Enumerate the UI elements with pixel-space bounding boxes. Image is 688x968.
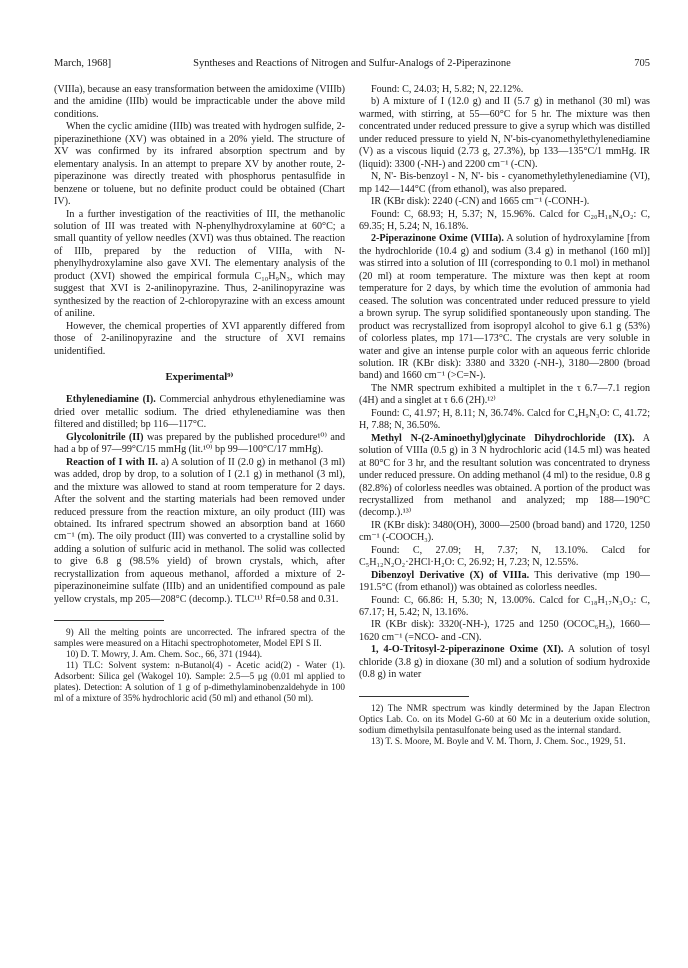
paragraph-body: Commercial anhydrous ethylenediamine was dried over metallic sodium. The dried ethylenediamine was then filtered and distilled; bp 116—117°C. [54, 394, 345, 431]
footnote: 11) TLC: Solvent system: n-Butanol(4) - Acetic acid(2) - Water (1). Adsorbent: Silica gel (Wakogel 10). Sample: 2.5—5 μg (0.01 ml applied to plates). Detection: A solution of 1 g of p-dimethylaminobenzaldehyde in 100 ml of a mixture of 35% hydrochloric acid (50 ml) and ethanol (50 ml). [54, 660, 345, 704]
paragraph-body: A solution of hydroxylamine [from the hydrochloride (10.4 g) and sodium (3.4 g) in methanol (160 ml)] was stirred into a solution of III (corresponding to 0.1 mol) in methanol (20 ml) at room temperature. The mixture was then kept at room temperature for 2 days, by which time the evolution of ammonia had ceased. The solution was concentrated under reduced pressure to yield a brown syrup. The syrup solidified spontaneously upon standing. The product was recrystallized from isopropyl alcohol to give 6.1 g (53%) of colorless plates, mp 171—173°C. The crystals are very soluble in water and give an intense purple color with an aqueous ferric chloride solution. IR (KBr disk): 3380 and 3320 (-NH-), 3180—2800 (broad band) and 1660 cm⁻¹ (>C=N-). [359, 233, 650, 382]
right-column [359, 84, 650, 948]
paragraph: In a further investigation of the reactivities of III, the methanolic solution of III was treated with N-phenylhydroxylamine at 60°C; a small quantity of yellow needles (XVI) was thus obtained. The reaction of IIIb, prepared by the reduction of VIIIa, with N-phenylhydroxylamine also gave XVI. The elementary analysis of the product (XVI) showed the empirical formula C₁₀H₉N₃, which may suggest that XVI is 2-anilinopyrazine. Thus, 2-anilinopyrazine was synthesized by the reaction of 2-chloropyrazine with an excess amount of aniline. [54, 208, 345, 320]
paragraph [359, 233, 650, 382]
paragraph [359, 570, 650, 595]
paragraph [54, 432, 345, 457]
section-heading-experimental: Experimental⁹⁾ [165, 371, 234, 383]
body-columns [54, 84, 650, 948]
paragraph [359, 433, 650, 520]
paragraph: Found: C, 68.93; H, 5.37; N, 15.96%. Calcd for C₂₀H₁₈N₄O₂: C, 69.35; H, 5.24; N, 16.18%. [359, 208, 650, 232]
paragraph: N, N'- Bis-benzoyl - N, N'- bis - cyanomethylethylenediamine (VI), mp 142—144°C (from ethanol), was also prepared. [359, 171, 650, 195]
runin-heading: Ethylenediamine (I). [66, 394, 156, 406]
footnote-rule [359, 696, 469, 697]
footnote-rule [54, 620, 164, 621]
runin-heading: Reaction of I with II. [66, 456, 158, 468]
footnote: 12) The NMR spectrum was kindly determined by the Japan Electron Optics Lab. Co. on its Model G-60 at 60 Mc in a deuterium oxide solution, sodium dimethylsila pentasulfonate being used as the internal standard. [359, 702, 650, 735]
left-column [54, 84, 345, 948]
paragraph: Found: C, 24.03; H, 5.82; N, 22.12%. [371, 84, 524, 95]
paragraph: (VIIIa), because an easy transformation between the amidoxime (VIIIb) and the amidine (IIIb) would be impracticable under the above mild conditions. [54, 84, 345, 120]
footnote: 13) T. S. Moore, M. Boyle and V. M. Thorn, J. Chem. Soc., 1929, 51. [371, 735, 626, 746]
runin-heading: Glycolonitrile (II) [66, 431, 144, 443]
paragraph: b) A mixture of I (12.0 g) and II (5.7 g) in methanol (30 ml) was warmed, with stirring, at 55—60°C for 5 hr. The mixture was then concentrated under reduced pressure to give a syrup which was distilled under reduced pressure to yield N, N'-bis-cyanomethylethylenediamine (V) as a viscous liquid (2.73 g, 27.3%), bp 133—135°C/1 mmHg. IR (liquid): 3300 (-NH-) and 2200 cm⁻¹ (-CN). [359, 96, 650, 170]
paragraph-body: This derivative (mp 190—191.5°C (from ethanol)) was obtained as colorless needles. [359, 569, 650, 594]
page-number: 705 [634, 58, 650, 69]
footnote: 10) D. T. Mowry, J. Am. Chem. Soc., 66, 371 (1944). [66, 649, 263, 660]
paragraph-body: A solution of VIIIa (0.5 g) in 3 N hydrochloric acid (14.5 ml) was heated at 80°C for 3 hr, and the resultant solution was concentrated to dryness under reduced pressure. On adding methanol (4 ml) to the residue, 0.8 g (82.8%) of colorless needles was obtained. A portion of the product was recrystallized from methanol and analyzed; mp 188—190°C (decomp.).¹³⁾ [359, 432, 650, 519]
paragraph: Found: C, 66.86: H, 5.30; N, 13.00%. Calcd for C₁₈H₁₇N₃O₃: C, 67.17; H, 5.42; N, 13.16%. [359, 594, 650, 619]
runin-heading: 1, 4-O-Tritosyl-2-piperazinone Oxime (XI). [371, 644, 564, 656]
paragraph: However, the chemical properties of XVI apparently differed from those of 2-anilinopyrazine and the structure of XVI remains unidentified. [54, 320, 345, 357]
running-head [54, 58, 650, 69]
paragraph: IR (KBr disk): 3480(OH), 3000—2500 (broad band) and 1720, 1250 cm⁻¹ (-COOCH₃). [359, 519, 650, 544]
paragraph-body: was prepared by the published procedure¹⁰⁾ and had a bp of 97—99°C/15 mmHg (lit.¹⁰⁾ bp 99—100°C/17 mmHg). [54, 431, 345, 456]
paragraph: IR (KBr disk): 3320(-NH-), 1725 and 1250 (OCOC₆H₅), 1660—1620 cm⁻¹ (=NCO- and -CN). [359, 619, 650, 643]
header-date: March, 1968] [54, 58, 112, 69]
paragraph: Found: C, 41.97; H, 8.11; N, 36.74%. Calcd for C₄H₉N₃O: C, 41.72; H, 7.88; N, 36.50%. [359, 407, 650, 432]
paragraph [54, 457, 345, 606]
paragraph [54, 394, 345, 431]
runin-heading: Methyl N-(2-Aminoethyl)glycinate Dihydrochloride (IX). [371, 432, 635, 444]
paragraph: The NMR spectrum exhibited a multiplet in the τ 6.7—7.1 region (4H) and a singlet at τ 6.6 (2H).¹²⁾ [359, 382, 650, 407]
runin-heading: 2-Piperazinone Oxime (VIIIa). [371, 233, 504, 245]
footnote: 9) All the melting points are uncorrected. The infrared spectra of the samples were measured on a Hitachi spectrophotometer, Model EPI S II. [54, 627, 345, 649]
paragraph [359, 644, 650, 681]
header-title: Syntheses and Reactions of Nitrogen and Sulfur-Analogs of 2-Piperazinone [193, 58, 511, 69]
runin-heading: Dibenzoyl Derivative (X) of VIIIa. [371, 569, 530, 581]
paragraph: IR (KBr disk): 2240 (-CN) and 1665 cm⁻¹ (-CONH-). [371, 196, 590, 208]
paragraph: When the cyclic amidine (IIIb) was treated with hydrogen sulfide, 2-piperazinethione (XV) was obtained in a 20% yield. The structure of XV was confirmed by its infrared absorption spectrum and by elementary analysis. In an attempt to prepare XV by another route, 2-piperazinone was directly treated with phosphorus pentasulfide in benzene or toluene, but no definite product could be obtained (Chart IV). [54, 121, 345, 208]
paragraph-body: A solution of tosyl chloride (3.8 g) in dioxane (30 ml) and a solution of sodium hydroxide (0.8 g) in water [359, 644, 650, 681]
paragraph: Found: C, 27.09; H, 7.37; N, 13.10%. Calcd for C₅H₁₂N₂O₂·2HCl·H₂O: C, 26.92; H, 7.23; N, 12.55%. [359, 544, 650, 569]
paragraph-body: a) A solution of II (2.0 g) in methanol (3 ml) was added, drop by drop, to a solution of I (2.1 g) in methanol (3 ml), and the mixture was allowed to stand at room temperature for 2 days. After the solvent and the starting materials had been removed under reduced pressure from the reaction mixture, an oily product (III) was obtained. Its infrared spectrum showed an absorption band at 1660 cm⁻¹ (m). The oily product (III) was converted to a crystalline solid by adding a solution of sulfuric acid in methanol. The solid was collected to give 6.8 g (98.5% yield) of brown crystals, which, after recrystallization from aqueous methanol, afforded a mixture of 2-piperazinoneimine sulfate (IIIb) and an unidentified compound as pale yellow crystals, mp 205—208°C (decomp.). TLC¹¹⁾ Rf=0.58 and 0.31. [54, 456, 345, 605]
